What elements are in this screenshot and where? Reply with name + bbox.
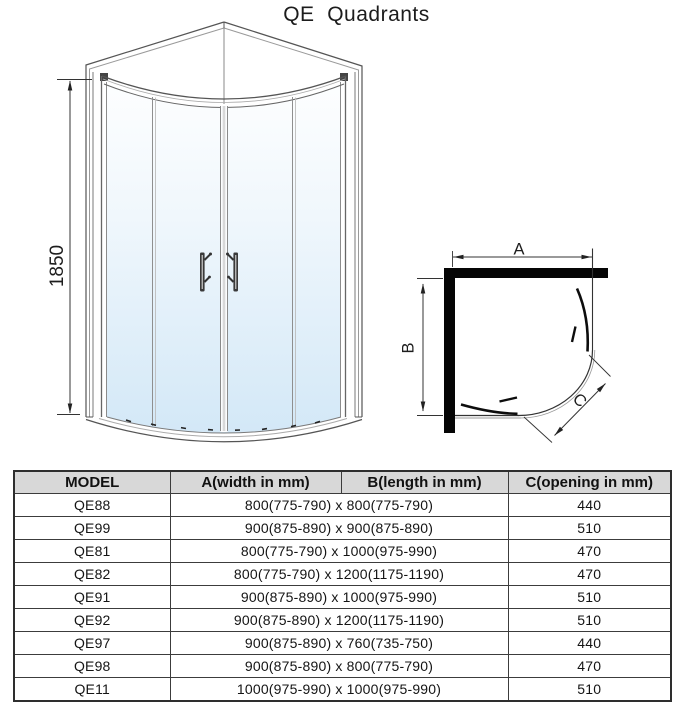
- dimensions-cell: 900(875-890) x 800(775-790): [170, 655, 508, 678]
- top-wall: [444, 268, 608, 278]
- dimension-a-label: A: [513, 240, 525, 259]
- dimensions-cell: 800(775-790) x 1000(975-990): [170, 540, 508, 563]
- opening-cell: 470: [508, 655, 671, 678]
- model-cell: QE99: [14, 517, 170, 540]
- table-row: [14, 517, 671, 540]
- spec-table: [13, 470, 672, 702]
- dimension-b: [400, 279, 444, 416]
- model-cell: QE91: [14, 586, 170, 609]
- dimensions-cell: 900(875-890) x 900(875-890): [170, 517, 508, 540]
- opening-cell: 470: [508, 563, 671, 586]
- header-model: MODEL: [14, 471, 170, 494]
- opening-cell: 510: [508, 517, 671, 540]
- left-wall: [444, 268, 455, 433]
- opening-cell: 510: [508, 586, 671, 609]
- opening-cell: 470: [508, 540, 671, 563]
- header-opening: C(opening in mm): [508, 471, 671, 494]
- dimensions-cell: 900(875-890) x 760(735-750): [170, 632, 508, 655]
- table-row: [14, 632, 671, 655]
- height-dimension-label: 1850: [47, 244, 68, 288]
- page-title: QE Quadrants: [283, 3, 430, 26]
- opening-cell: 510: [508, 678, 671, 702]
- model-cell: QE97: [14, 632, 170, 655]
- dimension-c-label: C: [568, 389, 591, 412]
- dimension-a: [453, 241, 593, 268]
- table-row: [14, 655, 671, 678]
- opening-cell: 440: [508, 632, 671, 655]
- opening-cell: 440: [508, 494, 671, 517]
- model-cell: QE98: [14, 655, 170, 678]
- height-dimension: [47, 80, 92, 415]
- table-row: [14, 563, 671, 586]
- model-cell: QE81: [14, 540, 170, 563]
- opening-cell: 510: [508, 609, 671, 632]
- table-row: [14, 609, 671, 632]
- dimension-b-label: B: [399, 342, 418, 354]
- dimensions-cell: 800(775-790) x 800(775-790): [170, 494, 508, 517]
- model-cell: QE82: [14, 563, 170, 586]
- table-row: [14, 586, 671, 609]
- model-cell: QE92: [14, 609, 170, 632]
- model-cell: QE88: [14, 494, 170, 517]
- top-view-diagram: [400, 241, 611, 443]
- dimensions-cell: 900(875-890) x 1200(1175-1190): [170, 609, 508, 632]
- dimensions-cell: 800(775-790) x 1200(1175-1190): [170, 563, 508, 586]
- enclosure-front-diagram: [47, 22, 362, 442]
- table-row: [14, 678, 671, 702]
- table-row: [14, 540, 671, 563]
- model-cell: QE11: [14, 678, 170, 702]
- header-width: A(width in mm): [170, 471, 341, 494]
- table-header-row: [14, 471, 671, 494]
- sliding-doors: [461, 289, 591, 414]
- dimensions-cell: 1000(975-990) x 1000(975-990): [170, 678, 508, 702]
- dimensions-cell: 900(875-890) x 1000(975-990): [170, 586, 508, 609]
- table-row: [14, 494, 671, 517]
- header-length: B(length in mm): [341, 471, 508, 494]
